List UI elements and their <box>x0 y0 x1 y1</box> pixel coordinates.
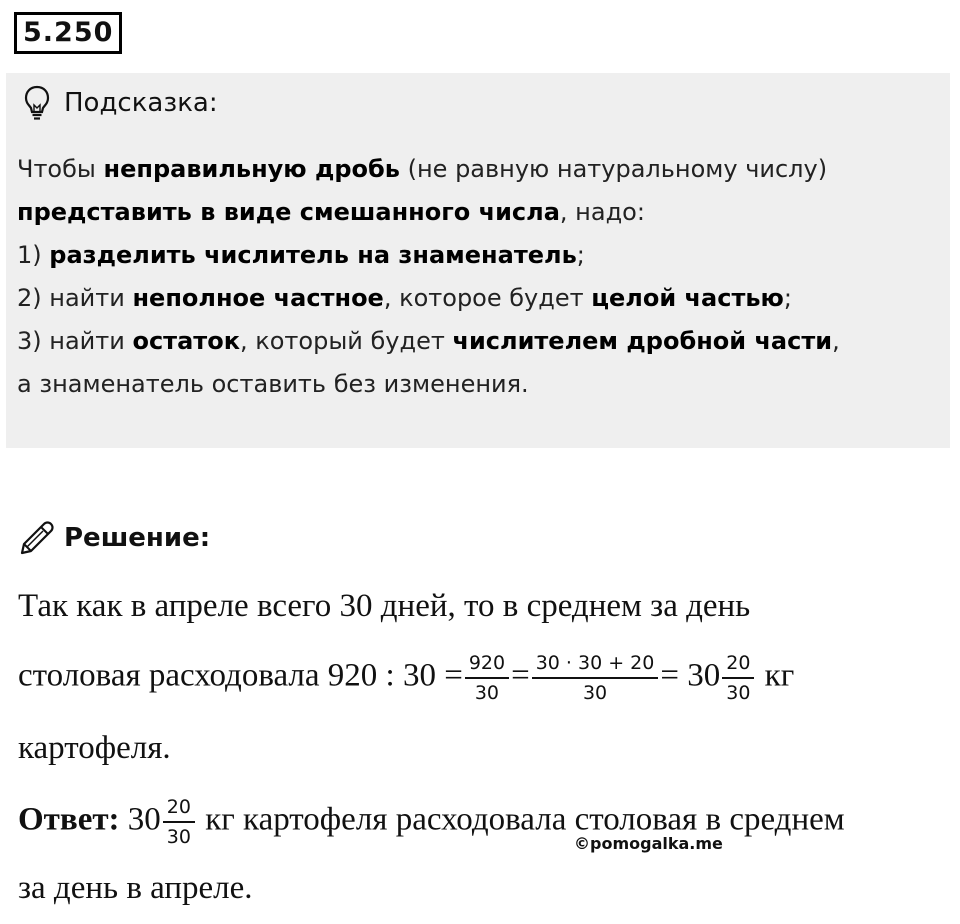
fraction-expanded: $\frac{30 \cdot 30 + 20}{30}$ <box>534 652 657 704</box>
answer-label: Ответ: <box>18 801 120 838</box>
fraction-920-30: $\frac{920}{30}$ <box>467 652 507 704</box>
solution-header <box>18 518 210 558</box>
answer-fraction: $\frac{20}{30}$ <box>165 796 193 848</box>
hint-line-5: 3) найти остаток, который будет числителем дробной части, <box>17 327 840 355</box>
solution-line-1: Так как в апреле всего 30 дней, то в среднем за день <box>18 588 751 624</box>
hint-header <box>24 85 218 121</box>
hint-line-6: а знаменатель оставить без изменения. <box>17 370 529 398</box>
fraction-20-30: $\frac{20}{30}$ <box>724 652 752 704</box>
answer-line: Ответ: 30 $\frac{20}{30}$ кг картофеля расходовала столовая в среднем <box>18 796 845 848</box>
solution-title: Решение: <box>64 523 211 553</box>
hint-title: Подсказка: <box>64 88 218 118</box>
pencil-icon <box>18 517 56 559</box>
lightbulb-icon <box>24 85 50 121</box>
solution-line-5: за день в апреле. <box>18 870 253 906</box>
hint-line-3: 1) разделить числитель на знаменатель; <box>17 241 585 269</box>
hint-body <box>17 148 942 406</box>
hint-box <box>6 73 950 448</box>
solution-line-3: картофеля. <box>18 730 171 766</box>
hint-line-1: Чтобы неправильную дробь (не равную натуральному числу) <box>17 155 828 183</box>
watermark: ©pomogalka.me <box>574 834 723 853</box>
hint-line-4: 2) найти неполное частное, которое будет целой частью; <box>17 284 792 312</box>
task-number: 5.250 <box>14 12 122 54</box>
solution-line-2: столовая расходовала 920 : 30 = $\frac{920}{30}$ = $\frac{30 \cdot 30 + 20}{30}$ = 30 $\frac{20}{30}$ кг <box>18 652 795 704</box>
hint-line-2: представить в виде смешанного числа, надо: <box>17 198 645 226</box>
